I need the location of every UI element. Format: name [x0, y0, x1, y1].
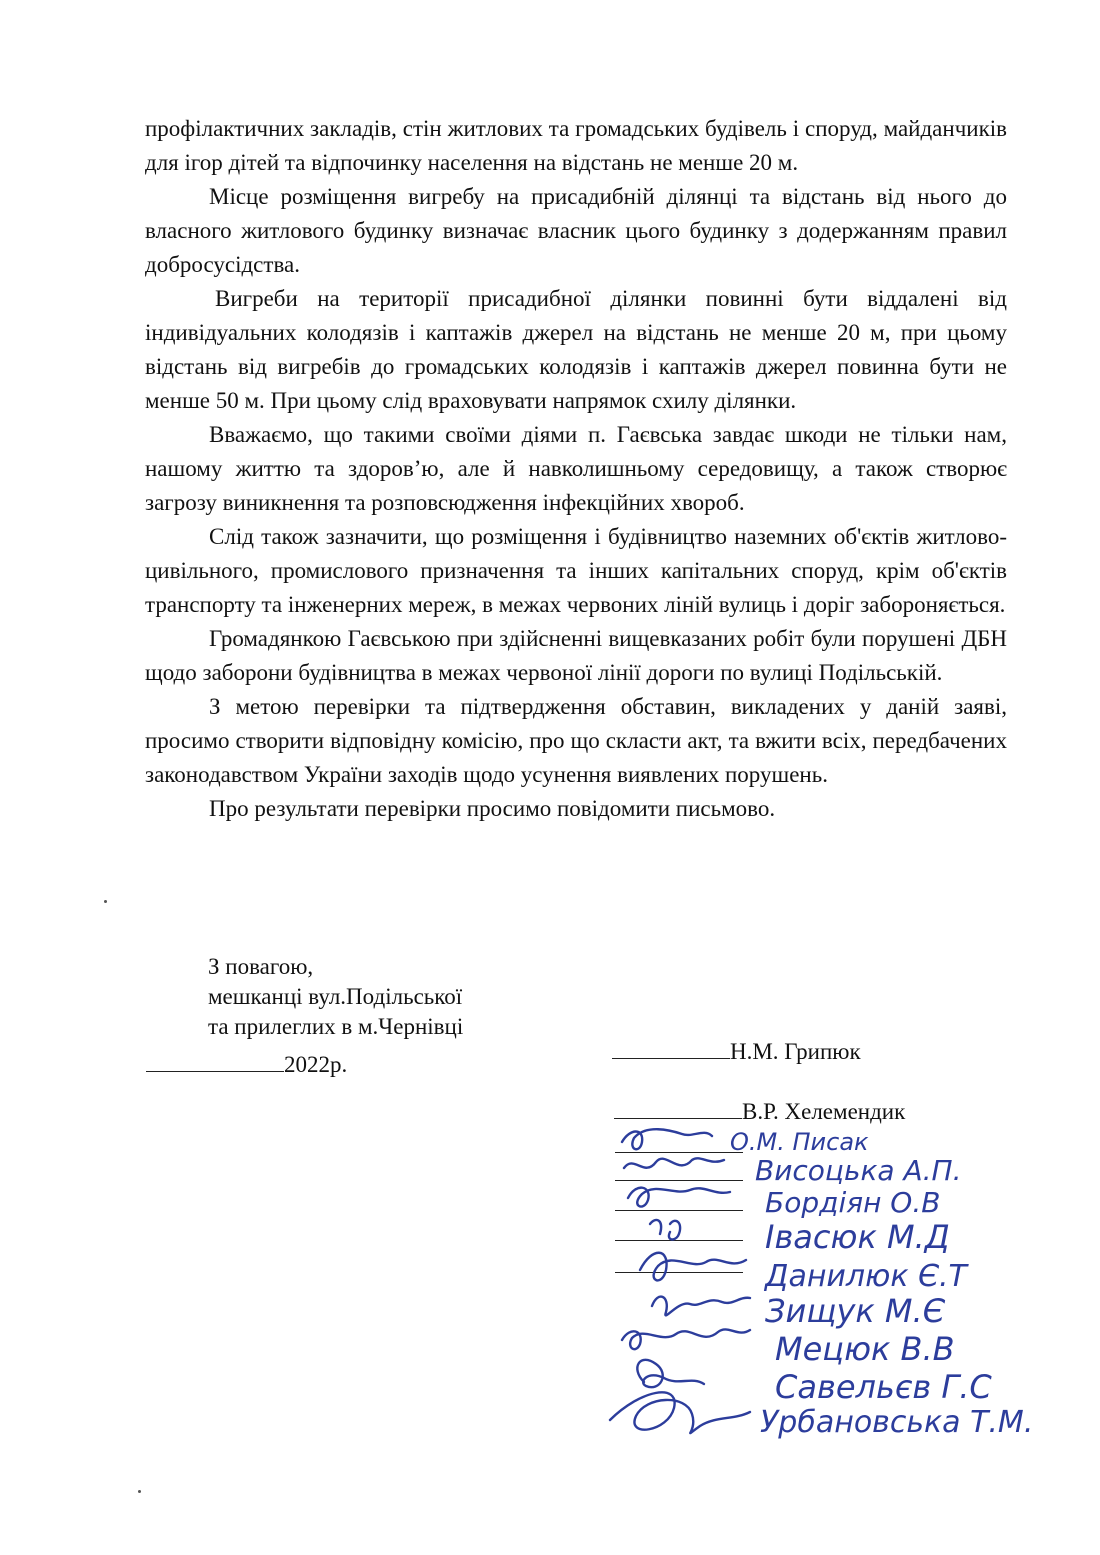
- date-year: 2022р.: [284, 1052, 348, 1077]
- closing-regards: З повагою,: [208, 954, 314, 979]
- handwritten-name-1: О.М. Писак: [730, 1128, 869, 1156]
- handwritten-name-7: Мецюк В.В: [775, 1330, 955, 1368]
- handwritten-name-8: Савельєв Г.С: [775, 1368, 992, 1406]
- scan-speck: [138, 1490, 141, 1493]
- signature-scribble-8: [637, 1360, 704, 1387]
- signature-scribble-3: [628, 1188, 730, 1207]
- closing-block: [208, 952, 608, 1042]
- handwritten-signatures: [600, 1120, 1080, 1550]
- handwritten-name-6: Зищук М.Є: [765, 1292, 946, 1330]
- signature-scribble-1: [622, 1129, 712, 1149]
- signature-line-1: [612, 1038, 861, 1066]
- signature-scribble-9: [610, 1392, 750, 1433]
- handwritten-name-9: Урбановська Т.М.: [760, 1405, 1034, 1440]
- handwritten-name-4: Івасюк М.Д: [765, 1218, 950, 1256]
- signature-scribble-4: [650, 1220, 680, 1240]
- signature-blank: [614, 1100, 742, 1119]
- paragraph-7: З метою перевірки та підтвердження обставин, викладених у даній заяві, просимо створити відповідну комісію, про що скласти акт, та вжити всіх, передбачених законодавством України заходів щодо усунення виявлених порушень.: [145, 694, 1007, 787]
- signatory-name-2: В.Р. Хелемендик: [742, 1099, 906, 1124]
- signature-scribble-5: [640, 1253, 746, 1281]
- paragraph-6: Громадянкою Гаєвською при здійсненні вищевказаних робіт були порушені ДБН щодо заборони будівництва в межах червоної лінії дороги по вулиці Подільській.: [145, 626, 1007, 685]
- signature-blank: [612, 1040, 730, 1059]
- signature-scribble-2: [624, 1158, 724, 1168]
- signatory-name-1: Н.М. Грипюк: [730, 1039, 861, 1064]
- paragraph-4: Вважаємо, що такими своїми діями п. Гаєвська завдає шкоди не тільки нам, нашому життю та здоров’ю, але й навколишньому середовищу, а також створює загрозу виникнення та розповсюдження інфекційних хвороб.: [145, 422, 1007, 515]
- handwritten-name-5: Данилюк Є.Т: [765, 1259, 967, 1294]
- closing-location: та прилеглих в м.Чернівці: [208, 1014, 464, 1039]
- handwritten-name-3: Бордіян О.В: [765, 1186, 941, 1219]
- handwritten-name-2: Висоцька А.П.: [755, 1154, 962, 1187]
- paragraph-8: Про результати перевірки просимо повідомити письмово.: [209, 796, 776, 821]
- date-blank: [146, 1053, 284, 1072]
- scan-speck: [104, 900, 107, 903]
- letter-body: [145, 112, 1007, 826]
- paragraph-3: Вигреби на території присадибної ділянки повинні бути віддалені від індивідуальних колодязів і каптажів джерел на відстань не менше 20 м, при цьому відстань від вигребів до громадських колодязів і каптажів джерел повинна бути не менше 50 м. При цьому слід враховувати напрямок схилу ділянки.: [145, 286, 1007, 413]
- paragraph-5: Слід також зазначити, що розміщення і будівництво наземних об'єктів житлово-цивільного, промислового призначення та інших капітальних споруд, крім об'єктів транспорту та інженерних мереж, в межах червоних ліній вулиць і доріг забороняється.: [145, 524, 1007, 617]
- paragraph-1: профілактичних закладів, стін житлових та громадських будівель і споруд, майданчиків для ігор дітей та відпочинку населення на відстань не менше 20 м.: [145, 116, 1007, 175]
- signature-scribble-6: [652, 1297, 750, 1316]
- paragraph-2: Місце розміщення вигребу на присадибній ділянці та відстань від нього до власного житлового будинку визначає власник цього будинку з додержанням правил добросусідства.: [145, 184, 1007, 277]
- date-line: [146, 1052, 347, 1078]
- signature-scribble-7: [622, 1329, 750, 1349]
- closing-residents: мешканці вул.Подільської: [208, 984, 463, 1009]
